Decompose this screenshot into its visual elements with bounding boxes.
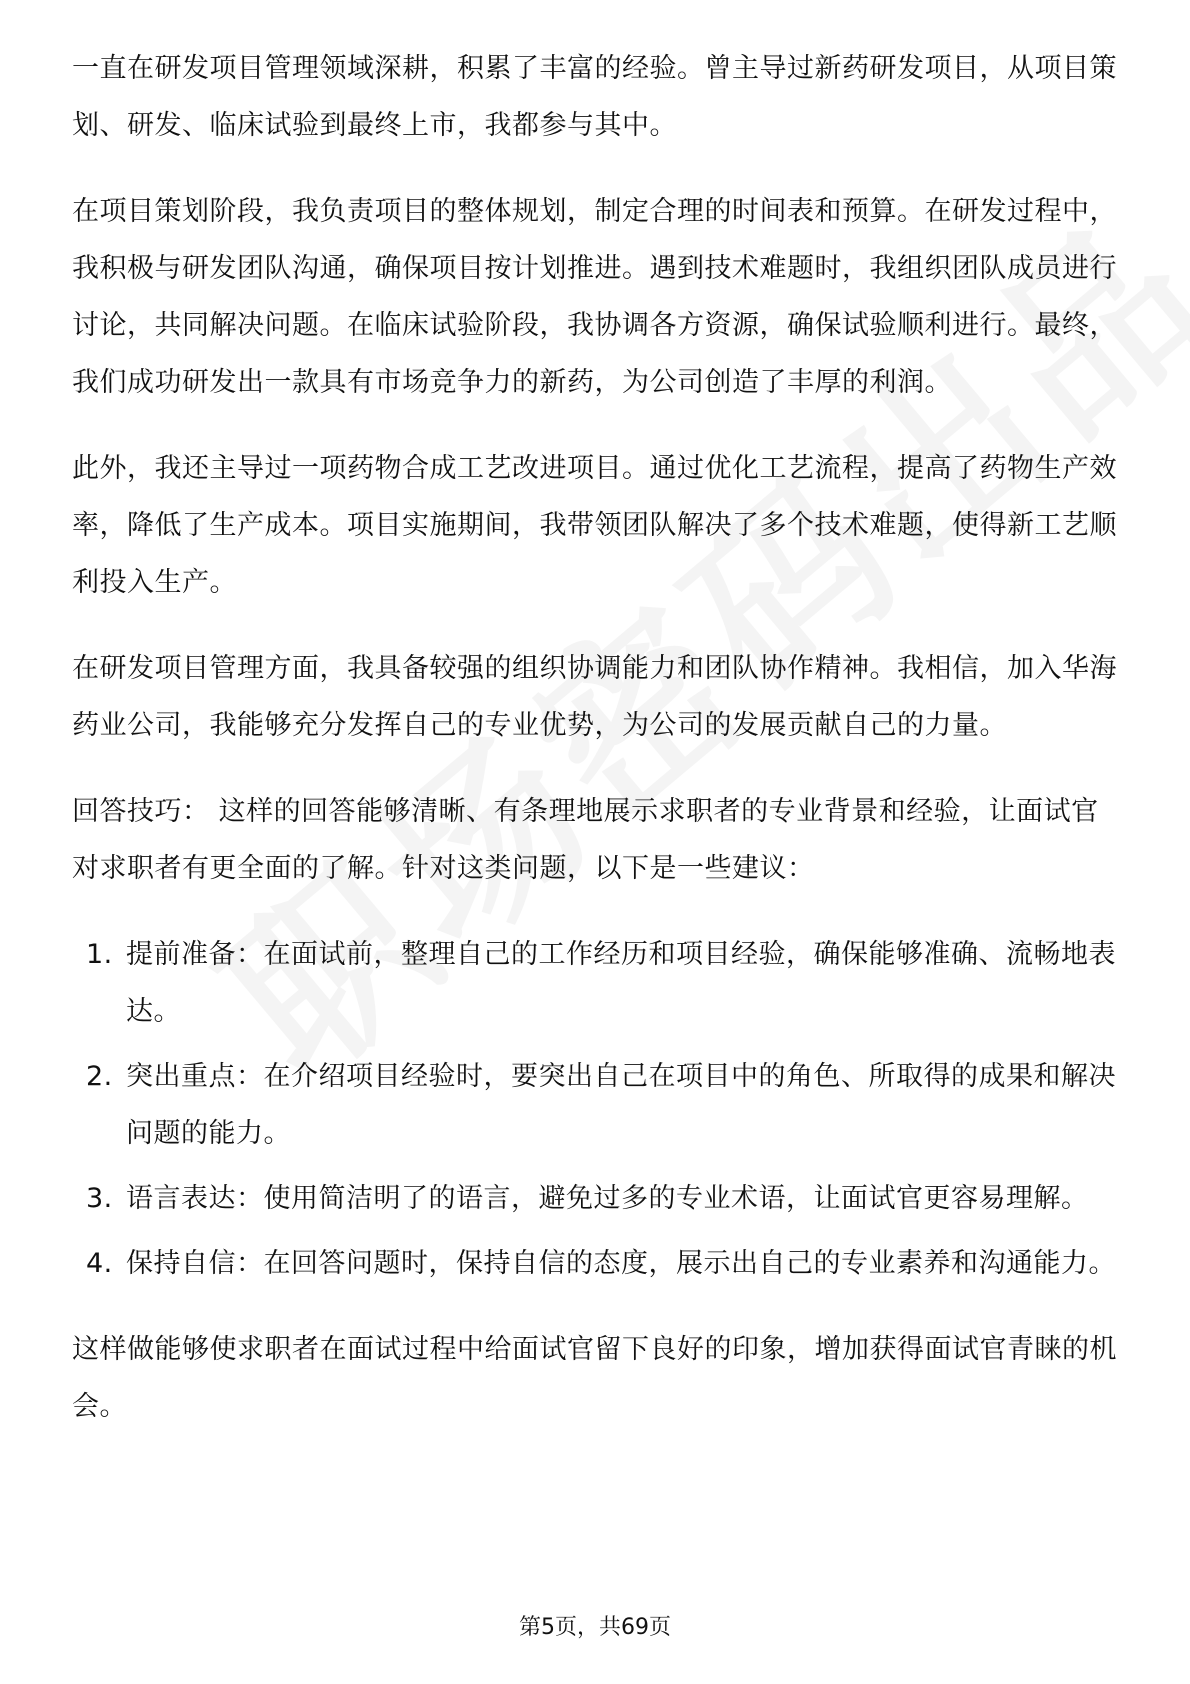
- list-item: [72, 1048, 1118, 1162]
- list-item-text: 保持自信：在回答问题时，保持自信的态度，展示出自己的专业素养和沟通能力。: [126, 1248, 1116, 1279]
- paragraph-experience: 一直在研发项目管理领域深耕，积累了丰富的经验。曾主导过新药研发项目，从项目策划、研发、临床试验到最终上市，我都参与其中。: [72, 53, 1117, 141]
- list-item-number: 3.: [86, 1183, 113, 1214]
- list-item: [72, 1170, 1118, 1227]
- list-item: [72, 926, 1118, 1040]
- tips-list: [72, 926, 1118, 1292]
- list-item: [72, 1235, 1118, 1292]
- paragraph-project-planning: 在项目策划阶段，我负责项目的整体规划，制定合理的时间表和预算。在研发过程中，我积极与研发团队沟通，确保项目按计划推进。遇到技术难题时，我组织团队成员进行讨论，共同解决问题。在临床试验阶段，我协调各方资源，确保试验顺利进行。最终，我们成功研发出一款具有市场竞争力的新药，为公司创造了丰厚的利润。: [72, 196, 1117, 398]
- list-item-number: 2.: [86, 1061, 113, 1092]
- list-item-number: 4.: [86, 1248, 113, 1279]
- list-item-text: 提前准备：在面试前，整理自己的工作经历和项目经验，确保能够准确、流畅地表达。: [126, 939, 1116, 1027]
- list-item-text: 突出重点：在介绍项目经验时，要突出自己在项目中的角色、所取得的成果和解决问题的能力。: [126, 1061, 1116, 1149]
- paragraph-management-ability: 在研发项目管理方面，我具备较强的组织协调能力和团队协作精神。我相信，加入华海药业公司，我能够充分发挥自己的专业优势，为公司的发展贡献自己的力量。: [72, 653, 1117, 741]
- paragraph-closing: 这样做能够使求职者在面试过程中给面试官留下良好的印象，增加获得面试官青睐的机会。: [72, 1334, 1117, 1422]
- document-body: [72, 40, 1118, 1464]
- page-number-footer: 第5页，共69页: [519, 1615, 671, 1640]
- paragraph-answer-tips: 回答技巧： 这样的回答能够清晰、有条理地展示求职者的专业背景和经验，让面试官对求职者有更全面的了解。针对这类问题，以下是一些建议：: [72, 796, 1099, 884]
- paragraph-process-improvement: 此外，我还主导过一项药物合成工艺改进项目。通过优化工艺流程，提高了药物生产效率，降低了生产成本。项目实施期间，我带领团队解决了多个技术难题，使得新工艺顺利投入生产。: [72, 453, 1117, 598]
- list-item-text: 语言表达：使用简洁明了的语言，避免过多的专业术语，让面试官更容易理解。: [126, 1183, 1089, 1214]
- list-item-number: 1.: [86, 939, 113, 970]
